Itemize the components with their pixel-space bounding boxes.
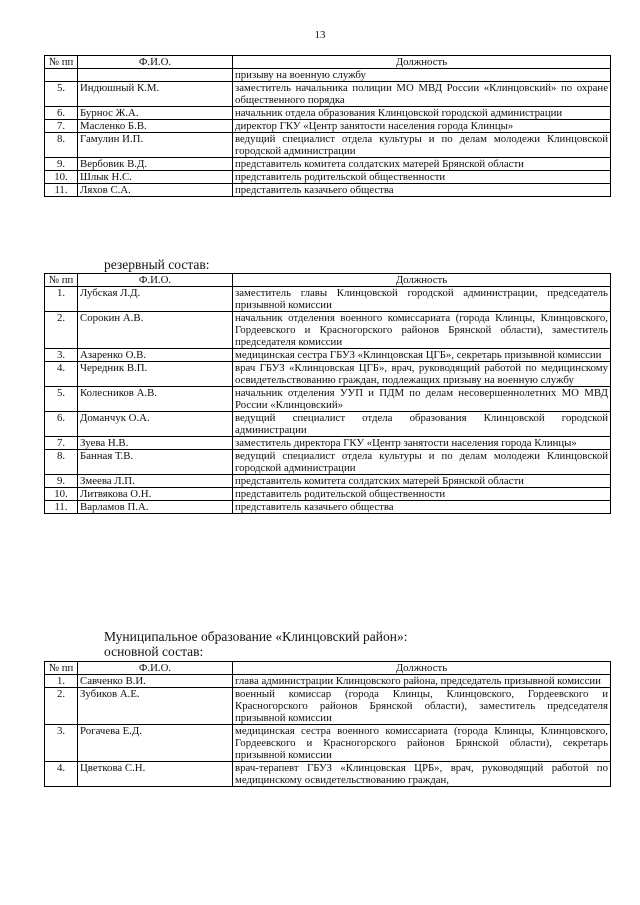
row-position: начальник отделения военного комиссариата (города Клинцы, Клинцовского, Гордеевского и Красногорского районов Брянской области), заместитель председателя комиссии [233, 312, 611, 349]
row-name: Ляхов С.А. [78, 184, 233, 197]
commission-table-district-main [44, 661, 611, 787]
row-name: Индюшный К.М. [78, 82, 233, 107]
row-num: 4. [45, 762, 78, 787]
reserve-section-title: резервный состав: [104, 257, 210, 272]
row-name: Зуева Н.В. [78, 437, 233, 450]
table-row [45, 69, 611, 82]
row-position: ведущий специалист отдела культуры и по делам молодежи Клинцовской городской администрации [233, 450, 611, 475]
table-row [45, 675, 611, 688]
row-num: 7. [45, 437, 78, 450]
row-name: Вербовик В.Д. [78, 158, 233, 171]
table-header-row [45, 56, 611, 69]
row-position: директор ГКУ «Центр занятости населения города Клинцы» [233, 120, 611, 133]
row-position: начальник отдела образования Клинцовской городской администрации [233, 107, 611, 120]
header-name: Ф.И.О. [78, 274, 233, 287]
row-name: Сорокин А.В. [78, 312, 233, 349]
table-row [45, 501, 611, 514]
row-num: 3. [45, 725, 78, 762]
row-position: медицинская сестра военного комиссариата (города Клинцы, Клинцовского, Гордеевского и Красногорского районов Брянской области), секретарь призывной комиссии [233, 725, 611, 762]
table-row [45, 107, 611, 120]
row-name: Азаренко О.В. [78, 349, 233, 362]
row-name: Литвякова О.Н. [78, 488, 233, 501]
row-num: 1. [45, 675, 78, 688]
table-row [45, 171, 611, 184]
row-position: начальник отделения УУП и ПДМ по делам несовершеннолетних МО МВД России «Клинцовский» [233, 387, 611, 412]
row-num: 4. [45, 362, 78, 387]
page-number: 13 [314, 29, 326, 41]
row-position: представитель комитета солдатских матерей Брянской области [233, 475, 611, 488]
row-name: Рогачева Е.Д. [78, 725, 233, 762]
row-position: представитель комитета солдатских матерей Брянской области [233, 158, 611, 171]
row-num: 3. [45, 349, 78, 362]
row-position: врач-терапевт ГБУЗ «Клинцовская ЦРБ», врач, руководящий работой по медицинскому освидетельствованию граждан, [233, 762, 611, 787]
row-num: 9. [45, 158, 78, 171]
row-name: Банная Т.В. [78, 450, 233, 475]
table-row [45, 362, 611, 387]
row-num: 10. [45, 171, 78, 184]
table-row [45, 412, 611, 437]
row-position: заместитель главы Клинцовской городской администрации, председатель призывной комиссии [233, 287, 611, 312]
header-name: Ф.И.О. [78, 662, 233, 675]
row-num [45, 69, 78, 82]
header-position: Должность [233, 662, 611, 675]
row-position: медицинская сестра ГБУЗ «Клинцовская ЦГБ», секретарь призывной комиссии [233, 349, 611, 362]
table-row [45, 488, 611, 501]
row-name: Зубиков А.Е. [78, 688, 233, 725]
row-num: 7. [45, 120, 78, 133]
row-position: ведущий специалист отдела культуры и по делам молодежи Клинцовской городской администрации [233, 133, 611, 158]
row-name: Масленко Б.В. [78, 120, 233, 133]
row-num: 6. [45, 107, 78, 120]
municipal-section-title: Муниципальное образование «Клинцовский район»: [104, 629, 408, 644]
table-row [45, 437, 611, 450]
row-name: Лубская Л.Д. [78, 287, 233, 312]
table-row [45, 349, 611, 362]
row-position: призыву на военную службу [233, 69, 611, 82]
header-num: № пп [45, 274, 78, 287]
row-num: 11. [45, 501, 78, 514]
row-name: Варламов П.А. [78, 501, 233, 514]
row-position: заместитель начальника полиции МО МВД России «Клинцовский» по охране общественного порядка [233, 82, 611, 107]
row-position: представитель родительской общественности [233, 171, 611, 184]
table-row [45, 158, 611, 171]
row-num: 6. [45, 412, 78, 437]
row-name: Гамулин И.П. [78, 133, 233, 158]
header-name: Ф.И.О. [78, 56, 233, 69]
table-row [45, 120, 611, 133]
table-row [45, 762, 611, 787]
row-num: 9. [45, 475, 78, 488]
commission-table-main-continued [44, 55, 611, 197]
table-row [45, 184, 611, 197]
table-row [45, 725, 611, 762]
row-num: 10. [45, 488, 78, 501]
row-position: врач ГБУЗ «Клинцовская ЦГБ», врач, руководящий работой по медицинскому освидетельствованию граждан, подлежащих призыву на военную службу [233, 362, 611, 387]
table-row [45, 475, 611, 488]
row-name: Савченко В.И. [78, 675, 233, 688]
table-row [45, 133, 611, 158]
table-header-row [45, 662, 611, 675]
row-position: представитель казачьего общества [233, 184, 611, 197]
table-header-row [45, 274, 611, 287]
row-name: Чередник В.П. [78, 362, 233, 387]
table-row [45, 688, 611, 725]
header-num: № пп [45, 662, 78, 675]
row-position: заместитель директора ГКУ «Центр занятости населения города Клинцы» [233, 437, 611, 450]
table-row [45, 82, 611, 107]
row-name: Змеева Л.П. [78, 475, 233, 488]
header-position: Должность [233, 274, 611, 287]
table-row [45, 312, 611, 349]
row-position: глава администрации Клинцовского района, председатель призывной комиссии [233, 675, 611, 688]
header-num: № пп [45, 56, 78, 69]
row-name [78, 69, 233, 82]
row-position: представитель родительской общественности [233, 488, 611, 501]
row-position: представитель казачьего общества [233, 501, 611, 514]
main-composition-title: основной состав: [104, 644, 204, 659]
row-num: 1. [45, 287, 78, 312]
row-name: Шлык Н.С. [78, 171, 233, 184]
row-num: 11. [45, 184, 78, 197]
commission-table-reserve [44, 273, 611, 514]
row-num: 5. [45, 82, 78, 107]
row-position: военный комиссар (города Клинцы, Клинцовского, Гордеевского и Красногорского районов Брянской области), заместитель председателя призывной комиссии [233, 688, 611, 725]
row-name: Доманчук О.А. [78, 412, 233, 437]
row-num: 8. [45, 450, 78, 475]
header-position: Должность [233, 56, 611, 69]
row-num: 8. [45, 133, 78, 158]
table-row [45, 387, 611, 412]
row-num: 5. [45, 387, 78, 412]
row-num: 2. [45, 312, 78, 349]
row-num: 2. [45, 688, 78, 725]
row-name: Колесников А.В. [78, 387, 233, 412]
table-row [45, 287, 611, 312]
row-name: Бурнос Ж.А. [78, 107, 233, 120]
table-row [45, 450, 611, 475]
row-position: ведущий специалист отдела образования Клинцовской городской администрации [233, 412, 611, 437]
row-name: Цветкова С.Н. [78, 762, 233, 787]
